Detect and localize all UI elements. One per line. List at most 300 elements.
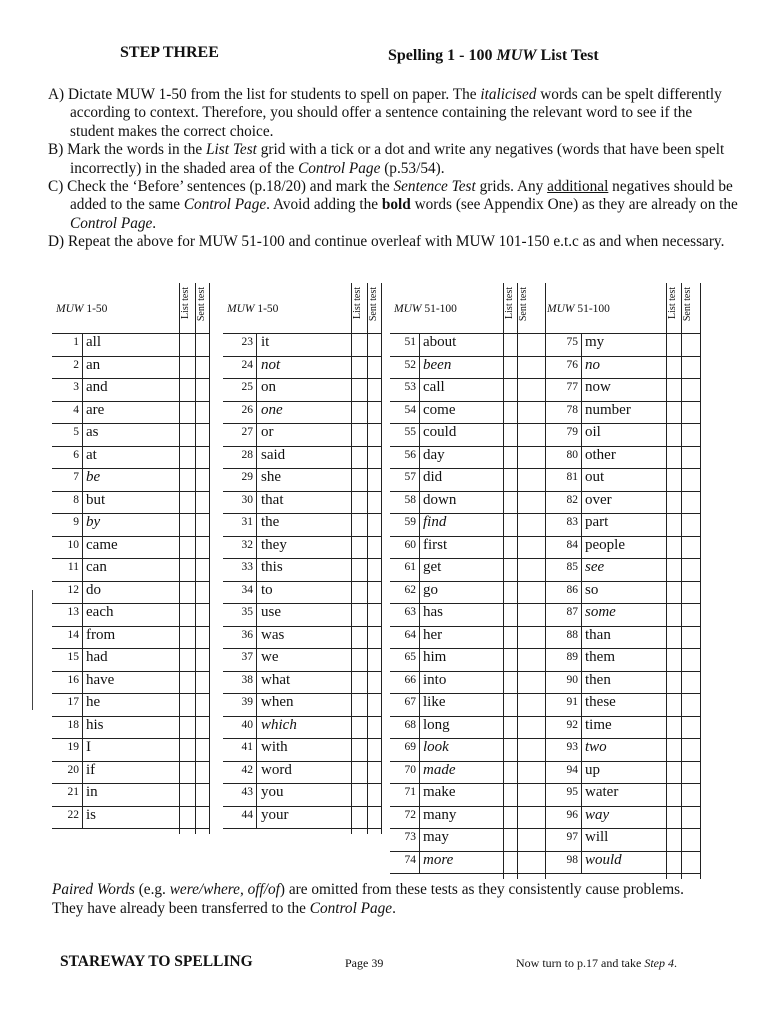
word-number: 86 (566, 583, 578, 596)
word-row (223, 423, 381, 447)
word-number: 79 (566, 426, 578, 438)
word-row (543, 423, 700, 447)
word-number: 23 (241, 336, 253, 348)
grid-title-muw: MUW (547, 303, 575, 315)
spelling-word: they (261, 536, 287, 553)
word-number: 40 (241, 718, 253, 731)
word-row (52, 513, 209, 537)
word-row (223, 716, 381, 740)
spelling-word: many (423, 806, 457, 823)
word-number: 63 (404, 606, 416, 618)
next-step-text: Now turn to p.17 and take (516, 956, 645, 970)
word-row (543, 671, 700, 695)
spelling-word: down (423, 491, 457, 508)
word-row (223, 558, 381, 582)
word-number: 80 (566, 448, 578, 461)
word-row (543, 333, 700, 357)
spelling-word: at (86, 446, 97, 463)
spelling-word: then (585, 671, 611, 688)
grid-title-range: 1-50 (83, 303, 108, 315)
grid-rule (517, 283, 518, 879)
word-row (52, 648, 209, 672)
word-number: 37 (241, 651, 253, 663)
text-run: additional (547, 178, 609, 196)
text-run: Control Page (309, 900, 393, 917)
word-row (223, 581, 381, 605)
word-row (390, 491, 545, 515)
word-row (52, 581, 209, 605)
spelling-word: on (261, 379, 276, 395)
instructions (48, 86, 738, 252)
word-number: 78 (566, 403, 578, 416)
text-run: C) Check the ‘Before’ sentences (p.18/20) and mark the (48, 178, 394, 196)
word-row (52, 738, 209, 762)
word-row (52, 693, 209, 717)
spelling-word: with (261, 739, 288, 755)
word-number: 55 (404, 426, 416, 438)
word-row (390, 761, 545, 785)
word-number: 92 (566, 718, 578, 731)
text-run: D) Repeat the above for MUW 51-100 and continue overleaf with MUW 101-150 e.t.c as and when necessary. (48, 233, 725, 251)
word-row (390, 648, 545, 672)
spelling-word: way (585, 806, 610, 823)
spelling-word: when (261, 694, 294, 710)
spelling-word: over (585, 491, 612, 508)
word-row (390, 716, 545, 740)
word-row (223, 693, 381, 717)
spelling-word: him (423, 649, 447, 665)
word-row (223, 401, 381, 425)
word-row (52, 671, 209, 695)
word-number: 9 (73, 516, 79, 528)
word-row (52, 558, 209, 582)
text-run: words (see Appendix One) as they are already on the (410, 196, 738, 214)
grid-title-range: 51-100 (574, 303, 610, 315)
list-test-header: List test (352, 287, 363, 319)
spelling-word: word (261, 761, 292, 778)
spelling-word: like (423, 694, 446, 710)
word-number: 43 (241, 786, 253, 798)
spelling-word: it (261, 334, 270, 350)
grid-rule (82, 333, 83, 828)
spelling-word: all (86, 334, 101, 350)
word-row (390, 401, 545, 425)
word-row (223, 671, 381, 695)
word-number: 65 (404, 651, 416, 663)
word-row (390, 581, 545, 605)
spelling-word: be (86, 469, 101, 485)
word-number: 76 (566, 358, 578, 371)
word-number: 25 (241, 381, 253, 393)
spelling-word: or (261, 424, 274, 440)
word-number: 71 (404, 786, 416, 798)
spelling-word: said (261, 446, 286, 463)
grid-title-muw: MUW (394, 303, 422, 315)
text-run: negatives should be added to the same (70, 178, 733, 214)
spelling-word: more (423, 851, 454, 868)
word-number: 54 (404, 403, 416, 416)
word-row (52, 446, 209, 470)
word-row (390, 693, 545, 717)
word-row (52, 378, 209, 402)
test-title (388, 47, 599, 65)
spelling-word: water (585, 784, 619, 800)
word-number: 32 (241, 538, 253, 551)
list-test-header: List test (504, 287, 515, 319)
grid-rule (419, 333, 420, 873)
word-number: 93 (566, 741, 578, 753)
spelling-word: the (261, 514, 280, 530)
word-number: 52 (404, 358, 416, 371)
word-row (390, 356, 545, 380)
text-run: Sentence Test (393, 178, 476, 196)
word-row (543, 648, 700, 672)
grid-rule (666, 283, 667, 879)
word-row (223, 761, 381, 785)
word-row (223, 446, 381, 470)
word-row (390, 738, 545, 762)
word-number: 1 (73, 336, 79, 348)
spelling-word: your (261, 806, 289, 823)
word-number: 5 (73, 426, 79, 438)
word-row (543, 716, 700, 740)
grid-rule (381, 283, 382, 834)
word-row (223, 626, 381, 650)
word-row (52, 716, 209, 740)
spelling-word: now (585, 379, 611, 395)
grid-title-range: 51-100 (421, 303, 457, 315)
word-number: 19 (67, 741, 79, 753)
spelling-word: one (261, 401, 283, 418)
word-row (543, 626, 700, 650)
word-number: 6 (73, 448, 79, 461)
word-number: 42 (241, 763, 253, 776)
instruction-c (48, 178, 738, 233)
text-run: . (392, 900, 396, 917)
grid-rule (256, 333, 257, 828)
grid-title (56, 303, 107, 315)
word-number: 64 (404, 628, 416, 641)
page-number: Page 39 (345, 956, 384, 970)
word-row (223, 806, 381, 830)
word-row (390, 513, 545, 537)
text-run: words can be spelt differently according to context. Therefore, you should offer a sentence containing the relevant word to see if the student makes the correct choice. (70, 86, 722, 140)
text-run: ) are omitted from these tests as they consistently cause problems. They have already been transferred to the (52, 881, 684, 917)
sent-test-header: Sent test (368, 287, 379, 322)
word-row (390, 671, 545, 695)
word-number: 33 (241, 561, 253, 573)
word-number: 94 (566, 763, 578, 776)
word-row (543, 558, 700, 582)
word-number: 68 (404, 718, 416, 731)
word-number: 77 (566, 381, 578, 393)
text-run: List Test (206, 141, 257, 159)
word-number: 98 (566, 853, 578, 866)
word-number: 74 (404, 853, 416, 866)
instruction-b (48, 141, 738, 178)
spelling-word: he (86, 694, 101, 710)
grid-header (223, 283, 381, 334)
paired-words-note (52, 880, 692, 918)
spelling-word: about (423, 334, 457, 350)
spelling-word: would (585, 851, 622, 868)
word-number: 24 (241, 358, 253, 371)
list-test-header: List test (180, 287, 191, 319)
word-number: 18 (67, 718, 79, 731)
spelling-word: which (261, 716, 297, 733)
grid-title (547, 303, 610, 315)
spelling-word: that (261, 491, 284, 508)
word-number: 35 (241, 606, 253, 618)
word-row (390, 423, 545, 447)
text-run: italicised (480, 86, 537, 103)
word-number: 84 (566, 538, 578, 551)
word-number: 57 (404, 471, 416, 483)
grid-rule (195, 283, 196, 834)
word-number: 61 (404, 561, 416, 573)
spelling-word: find (423, 514, 447, 530)
text-run: grid with a tick or a dot and write any negatives (words that have been spelt incorrectly) in the shaded area of the (70, 141, 725, 177)
spelling-word: see (585, 559, 605, 575)
spelling-word: but (86, 491, 106, 508)
word-number: 60 (404, 538, 416, 551)
text-run: Paired Words (52, 881, 135, 898)
word-row (543, 828, 700, 852)
word-number: 20 (67, 763, 79, 776)
word-row (52, 603, 209, 627)
word-number: 53 (404, 381, 416, 393)
list-test-header: List test (667, 287, 678, 319)
text-run: B) Mark the words in the (48, 141, 207, 159)
sent-test-header: Sent test (682, 287, 693, 322)
spelling-word: first (423, 536, 448, 553)
text-run: were/where, off/of (169, 881, 280, 898)
spelling-word: each (86, 604, 114, 620)
instruction-d (48, 233, 738, 251)
word-number: 85 (566, 561, 578, 573)
sent-test-header: Sent test (518, 287, 529, 322)
word-row (543, 491, 700, 515)
spelling-word: is (86, 806, 97, 823)
spelling-word: into (423, 671, 447, 688)
grid-title-muw: MUW (227, 303, 255, 315)
word-number: 51 (404, 336, 416, 348)
word-number: 83 (566, 516, 578, 528)
spelling-word: no (585, 356, 600, 373)
spelling-word: go (423, 581, 438, 598)
word-row (543, 738, 700, 762)
word-number: 26 (241, 403, 253, 416)
word-number: 21 (67, 786, 79, 798)
word-number: 28 (241, 448, 253, 461)
word-number: 75 (566, 336, 578, 348)
word-number: 82 (566, 493, 578, 506)
word-row (390, 603, 545, 627)
word-number: 66 (404, 673, 416, 686)
spelling-word: you (261, 784, 284, 800)
next-step-period: . (673, 956, 677, 970)
word-number: 44 (241, 808, 253, 821)
text-run: (e.g. (134, 881, 170, 898)
word-number: 4 (73, 403, 79, 416)
spelling-word: we (261, 649, 279, 665)
word-row (390, 536, 545, 560)
spelling-word: so (585, 581, 599, 598)
word-number: 3 (73, 381, 79, 393)
test-title-muw: MUW (496, 47, 537, 64)
word-number: 30 (241, 493, 253, 506)
spelling-word: people (585, 536, 625, 553)
word-row (223, 738, 381, 762)
word-number: 22 (67, 808, 79, 821)
spelling-word: get (423, 559, 442, 575)
word-number: 11 (67, 561, 79, 573)
spelling-word: been (423, 356, 452, 373)
text-run: bold (381, 196, 411, 214)
instruction-a (48, 86, 738, 141)
text-run: . Avoid adding the (266, 196, 382, 214)
word-row (52, 401, 209, 425)
spelling-word: in (86, 784, 98, 800)
test-title-suffix: List Test (536, 47, 599, 64)
word-row (223, 513, 381, 537)
spelling-word: than (585, 626, 611, 643)
word-row (543, 356, 700, 380)
text-run: (p.53/54). (380, 159, 445, 177)
spelling-word: come (423, 401, 456, 418)
grid-rule (179, 283, 180, 834)
grid-title-muw: MUW (56, 303, 84, 315)
word-number: 39 (241, 696, 253, 708)
word-number: 36 (241, 628, 253, 641)
spelling-word: she (261, 469, 281, 485)
word-row (223, 783, 381, 807)
word-row (390, 626, 545, 650)
spelling-word: his (86, 716, 104, 733)
word-row (543, 446, 700, 470)
word-row (52, 468, 209, 492)
word-number: 95 (566, 786, 578, 798)
word-number: 90 (566, 673, 578, 686)
word-row (52, 491, 209, 515)
word-number: 70 (404, 763, 416, 776)
word-row (223, 536, 381, 560)
text-run: Control Page (298, 159, 381, 177)
word-row (390, 558, 545, 582)
word-number: 87 (566, 606, 578, 618)
text-run: . (152, 214, 157, 232)
spelling-word: have (86, 671, 115, 688)
word-row (223, 491, 381, 515)
word-number: 14 (67, 628, 79, 641)
word-number: 72 (404, 808, 416, 821)
grid-rule (503, 283, 504, 879)
margin-mark (32, 590, 33, 710)
word-row (390, 783, 545, 807)
word-number: 27 (241, 426, 253, 438)
word-row (223, 356, 381, 380)
spelling-word: was (261, 626, 285, 643)
word-number: 13 (67, 606, 79, 618)
spelling-word: out (585, 469, 605, 485)
word-row (543, 806, 700, 830)
spelling-word: what (261, 671, 291, 688)
spelling-word: did (423, 469, 443, 485)
word-row (390, 378, 545, 402)
word-grid-2 (223, 283, 381, 828)
spelling-word: her (423, 626, 443, 643)
word-number: 17 (67, 696, 79, 708)
next-step-label: Step 4 (644, 956, 674, 970)
next-step-note (516, 956, 677, 971)
spelling-word: them (585, 649, 615, 665)
word-row (223, 333, 381, 357)
word-number: 31 (241, 516, 253, 528)
word-grid-3 (390, 283, 545, 873)
word-row (390, 468, 545, 492)
word-number: 29 (241, 471, 253, 483)
word-row (223, 468, 381, 492)
word-grid-1 (52, 283, 209, 828)
spelling-word: and (86, 379, 108, 395)
grid-rule (681, 283, 682, 879)
word-number: 67 (404, 696, 416, 708)
word-row (543, 693, 700, 717)
word-row (223, 648, 381, 672)
spelling-word: my (585, 334, 605, 350)
word-row (52, 761, 209, 785)
word-row (543, 581, 700, 605)
spelling-word: can (86, 559, 107, 575)
word-row (390, 333, 545, 357)
spelling-word: has (423, 604, 443, 620)
word-row (223, 603, 381, 627)
spelling-word: as (86, 424, 99, 440)
spelling-word: long (423, 716, 450, 733)
text-run: A) Dictate MUW 1-50 from the list for students to spell on paper. The (48, 86, 481, 103)
spelling-word: made (423, 761, 456, 778)
spelling-word: this (261, 559, 283, 575)
book-title: STAREWAY TO SPELLING (60, 953, 253, 970)
word-row (390, 806, 545, 830)
spelling-word: an (86, 356, 101, 373)
grid-rule (700, 283, 701, 879)
word-row (543, 468, 700, 492)
sent-test-header: Sent test (196, 287, 207, 322)
grid-title-range: 1-50 (254, 303, 279, 315)
word-number: 58 (404, 493, 416, 506)
word-number: 88 (566, 628, 578, 641)
word-number: 15 (67, 651, 79, 663)
spelling-word: day (423, 446, 445, 463)
word-row (52, 806, 209, 830)
word-row (543, 851, 700, 875)
word-number: 59 (404, 516, 416, 528)
word-row (52, 423, 209, 447)
word-number: 97 (566, 831, 578, 843)
word-number: 96 (566, 808, 578, 821)
grid-rule (209, 283, 210, 834)
word-grid-4 (543, 283, 700, 873)
word-row (543, 761, 700, 785)
word-row (543, 513, 700, 537)
spelling-word: use (261, 604, 281, 620)
grid-rule (581, 333, 582, 873)
word-row (543, 378, 700, 402)
word-number: 81 (566, 471, 578, 483)
word-row (390, 851, 545, 875)
word-number: 56 (404, 448, 416, 461)
